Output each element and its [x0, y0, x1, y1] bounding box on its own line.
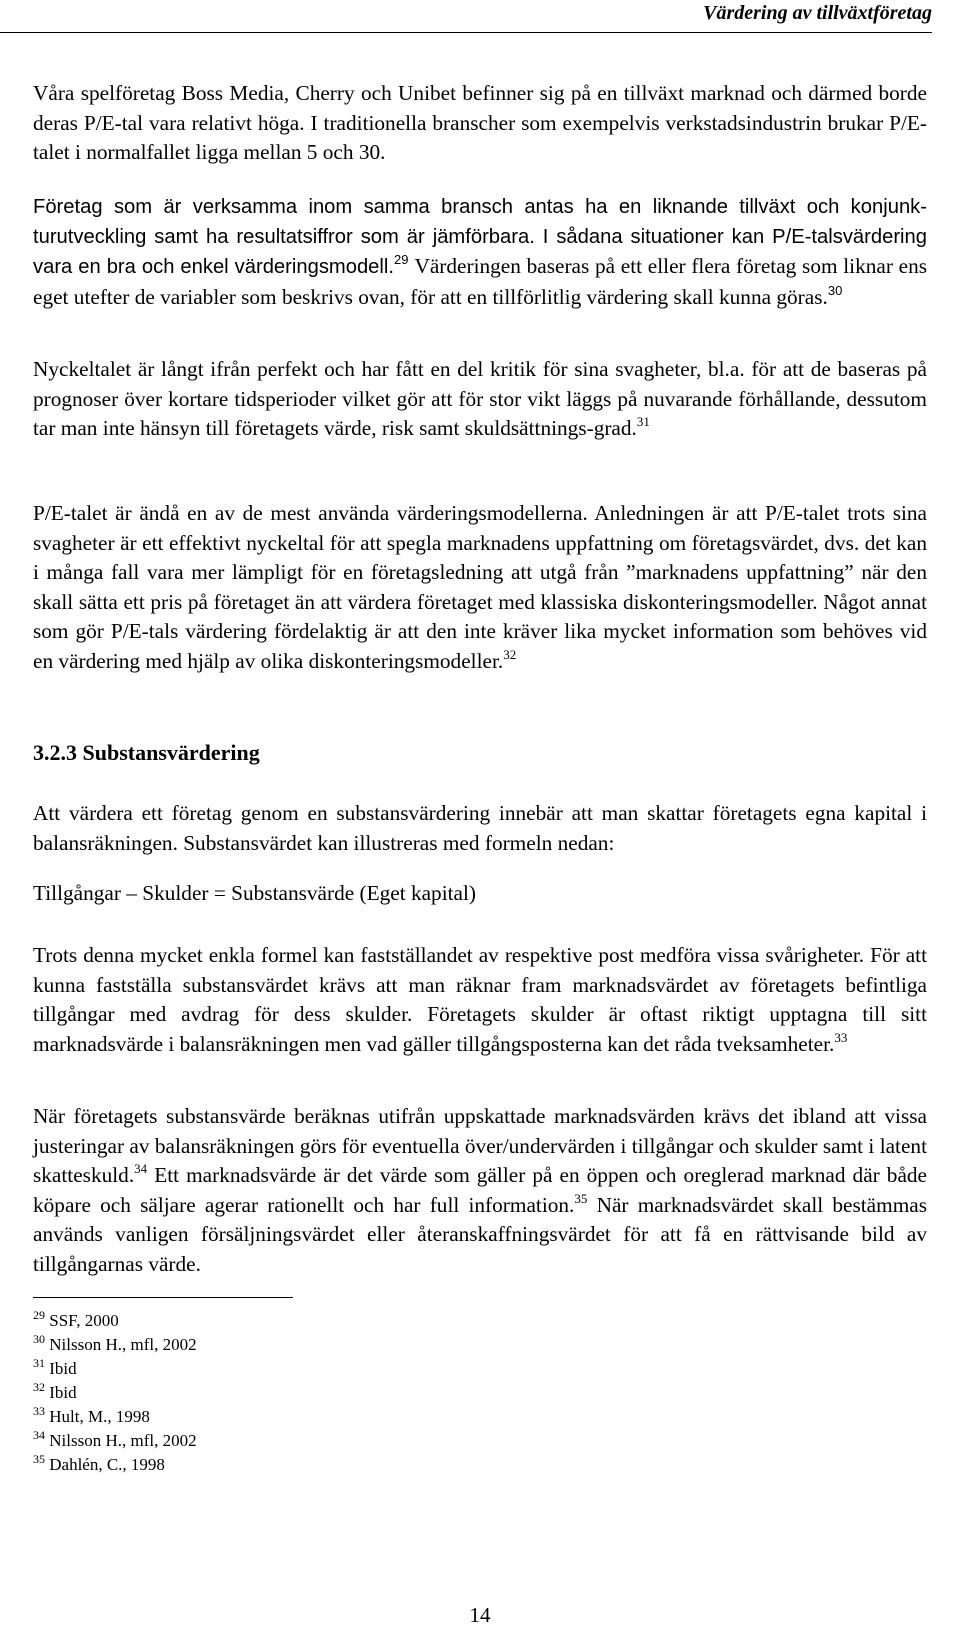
footnote-ref-29[interactable]: 29 [394, 252, 409, 267]
paragraph-criticism [33, 355, 927, 444]
footnote-text: Nilsson H., mfl, 2002 [49, 1431, 197, 1450]
page-number: 14 [469, 1603, 491, 1627]
footnote [33, 1357, 197, 1381]
footnote-text: Hult, M., 1998 [49, 1407, 150, 1426]
footnote-number: 34 [33, 1428, 45, 1442]
footnote-number: 29 [33, 1308, 45, 1322]
footnote-number: 33 [33, 1404, 45, 1418]
footnote [33, 1405, 197, 1429]
paragraph-spelforetag: Våra spelföretag Boss Media, Cherry och Unibet befinner sig på en tillväxt marknad och därmed borde deras P/E-tal vara relativt höga. I traditionella branscher som exempelvis verkstadsindustrin brukar P/E-talet i normalfallet ligga mellan 5 och 30. [33, 81, 927, 164]
footnote-divider [33, 1297, 293, 1298]
footnote-text: SSF, 2000 [49, 1311, 119, 1330]
footnote-ref-31[interactable]: 31 [636, 414, 650, 429]
footnote-text: Ibid [49, 1383, 77, 1402]
footnote-text: Nilsson H., mfl, 2002 [49, 1335, 197, 1354]
footnote-text: Ibid [49, 1359, 77, 1378]
footnote-list [33, 1309, 197, 1477]
footnote-number: 35 [33, 1452, 45, 1466]
footnote [33, 1453, 197, 1477]
paragraph-difficulties [33, 941, 927, 1059]
footnote-number: 32 [33, 1380, 45, 1394]
footnote [33, 1309, 197, 1333]
paragraph-text: Nyckeltalet är långt ifrån perfekt och har fått en del kritik för sina svagheter, bl.a. för att de baseras på prognoser över kortare tidsperioder vilket gör att för stor vikt läggs på nuvarande förhållande, dessutom tar man inte hänsyn till företagets värde, risk samt skuldsättnings-grad. [33, 357, 927, 440]
footnote [33, 1333, 197, 1357]
paragraph-text: Företag som är verksamma inom samma bransch antas ha en liknande tillväxt och konjunk-turutveckling samt ha resultatsiffror som är jämförbara. I sådana situationer kan P/E-talsvärdering vara en bra och enkel värderingsmodell. [33, 196, 927, 278]
paragraph-text: P/E-talet är ändå en av de mest använda värderingsmodellerna. Anledningen är att P/E-talet trots sina svagheter är ett effektivt nyckeltal för att spegla marknadens uppfattning om företagsvärdet, dvs. det kan i många fall vara mer lämpligt för en företagsledning att utgå från ”marknadens uppfattning” när den skall sätta ett pris på företaget än att värdera företaget med klassiska diskonteringsmodeller. Något annat som gör P/E-tals värdering fördelaktig är att den inte kräver lika mycket information som behöves vid en värdering med hjälp av olika diskonteringsmodeller. [33, 501, 927, 673]
paragraph-market-value [33, 1102, 927, 1279]
footnote [33, 1381, 197, 1405]
section-heading: 3.2.3 Substansvärdering [33, 740, 260, 765]
footnote-ref-35[interactable]: 35 [574, 1190, 588, 1206]
running-header: Värdering av tillväxtföretag [0, 2, 932, 33]
footnote [33, 1429, 197, 1453]
paragraph-text: När företagets substansvärde beräknas utifrån uppskattade marknadsvärden krävs det ibland att vissa justeringar av balansräkningen görs för eventuella över/undervärden i tillgångar och skulder samt i latent skatteskuld. [33, 1104, 927, 1187]
paragraph-text: Värderingen baseras på ett eller flera företag som liknar ens eget utefter de variabler som beskrivs ovan, för att en tillförlitlig värdering skall kunna göras. [33, 254, 928, 309]
formula: Tillgångar – Skulder = Substansvärde (Eget kapital) [33, 881, 477, 905]
paragraph-text: När marknadsvärdet skall bestämmas används vanligen försäljningsvärdet eller återanskaffningsvärdet för att få en rättvisande bild av tillgångarnas värde. [33, 1192, 927, 1276]
paragraph-substansvardering-intro: Att värdera ett företag genom en substansvärdering innebär att man skattar företagets egna kapital i balansräkningen. Substansvärdet kan illustreras med formeln nedan: [33, 801, 927, 855]
footnote-ref-30[interactable]: 30 [827, 282, 843, 298]
footnote-number: 30 [33, 1332, 45, 1346]
footnote-ref-33[interactable]: 33 [834, 1029, 848, 1045]
paragraph-pe-usage [33, 499, 927, 676]
paragraph-text: Ett marknadsvärde är det värde som gäller på en öppen och oreglerad marknad där både köpare och säljare agerar rationellt och har full information. [33, 1163, 927, 1217]
paragraph-text: Trots denna mycket enkla formel kan fastställandet av respektive post medföra vissa svårigheter. För att kunna fastställa substansvärdet krävs att man räknar fram marknadsvärdet av företagets befintliga tillgångar med avdrag för dess skulder. Företagets skulder är oftast riktigt upptagna till sitt marknadsvärde i balansräkningen men vad gäller tillgångsposterna kan det råda tveksamheter. [33, 943, 927, 1056]
footnote-text: Dahlén, C., 1998 [49, 1455, 165, 1474]
footnote-ref-34[interactable]: 34 [134, 1161, 148, 1176]
footnote-number: 31 [33, 1356, 45, 1370]
footnote-ref-32[interactable]: 32 [503, 646, 517, 662]
paragraph-pe-comparison [33, 193, 927, 313]
